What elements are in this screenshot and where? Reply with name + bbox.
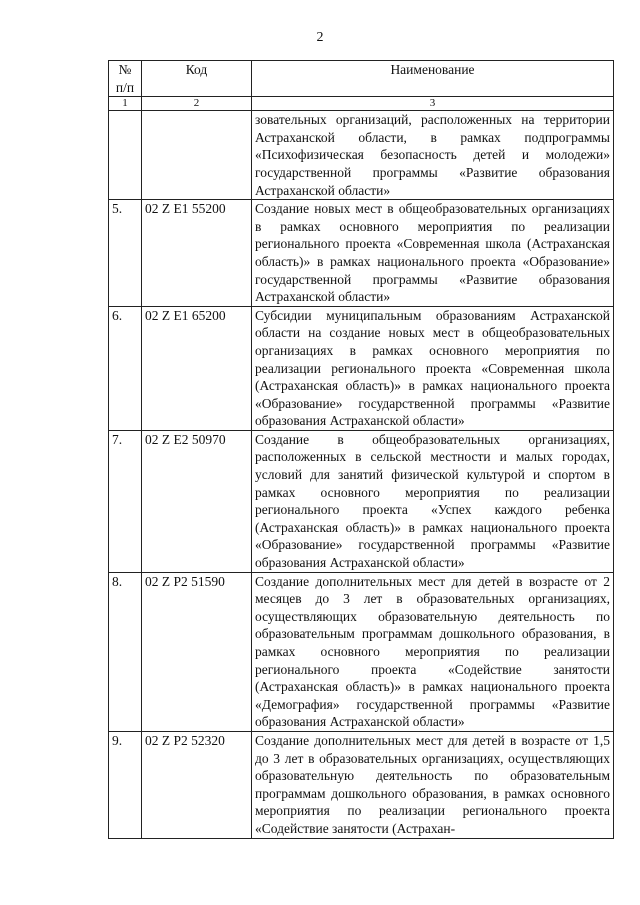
row-code: 02 Z E1 65200 bbox=[142, 306, 252, 430]
row-number bbox=[109, 111, 142, 200]
row-number: 8. bbox=[109, 572, 142, 731]
row-code: 02 Z E1 55200 bbox=[142, 200, 252, 307]
row-name: Создание новых мест в общеобразовательных организациях в рамках основного мероприятия по реализации регионального проекта «Современная школа (Астраханская область)» в рамках национального проекта «Образование» государственной программы «Развитие образования Астраханской области» bbox=[252, 200, 614, 307]
table-row bbox=[109, 111, 614, 200]
header-code: Код bbox=[142, 61, 252, 97]
table-row bbox=[109, 306, 614, 430]
row-name: Создание дополнительных мест для детей в возрасте от 2 месяцев до 3 лет в образовательных организациях, осуществляющих образовательную деятельность по образовательным программам дошкольного образования, в рамках основного мероприятия по реализации регионального проекта «Содействие занятости (Астраханская область)» в рамках национального проекта «Демография» государственной программы «Развитие образования Астраханской области» bbox=[252, 572, 614, 731]
table-header-row bbox=[109, 61, 614, 97]
header-name: Наименование bbox=[252, 61, 614, 97]
row-number: 7. bbox=[109, 430, 142, 572]
row-number: 9. bbox=[109, 731, 142, 838]
table-row bbox=[109, 731, 614, 838]
budget-classification-table bbox=[108, 60, 614, 839]
row-code: 02 Z P2 51590 bbox=[142, 572, 252, 731]
row-name: Создание дополнительных мест для детей в возрасте от 1,5 до 3 лет в образовательных организациях, осуществляющих образовательную деятельность по образовательным программам дошкольного образования, в рамках основного мероприятия по реализации регионального проекта «Содействие занятости (Астрахан- bbox=[252, 731, 614, 838]
row-code: 02 Z P2 52320 bbox=[142, 731, 252, 838]
table-row bbox=[109, 430, 614, 572]
row-name: Субсидии муниципальным образованиям Астраханской области на создание новых мест в общеобразовательных организациях в рамках основного мероприятия по реализации регионального проекта «Современная школа (Астраханская область)» в рамках национального проекта «Образование» государственной программы «Развитие образования Астраханской области» bbox=[252, 306, 614, 430]
page-number: 2 bbox=[316, 30, 324, 45]
row-number: 5. bbox=[109, 200, 142, 307]
row-code bbox=[142, 111, 252, 200]
table-row bbox=[109, 200, 614, 307]
row-name: зовательных организаций, расположенных на территории Астраханской области, в рамках подпрограммы «Психофизическая безопасность детей и молодежи» государственной программы «Развитие образования Астраханской области» bbox=[252, 111, 614, 200]
column-index-3: 3 bbox=[252, 97, 614, 111]
column-index-1: 1 bbox=[109, 97, 142, 111]
column-index-2: 2 bbox=[142, 97, 252, 111]
header-num: № п/п bbox=[109, 61, 142, 97]
row-name: Создание в общеобразовательных организациях, расположенных в сельской местности и малых городах, условий для занятий физической культурой и спортом в рамках основного мероприятия по реализации регионального проекта «Успех каждого ребенка (Астраханская область)» в рамках национального проекта «Образование» государственной программы «Развитие образования Астраханской области» bbox=[252, 430, 614, 572]
column-index-row bbox=[109, 97, 614, 111]
row-code: 02 Z E2 50970 bbox=[142, 430, 252, 572]
table-row bbox=[109, 572, 614, 731]
row-number: 6. bbox=[109, 306, 142, 430]
